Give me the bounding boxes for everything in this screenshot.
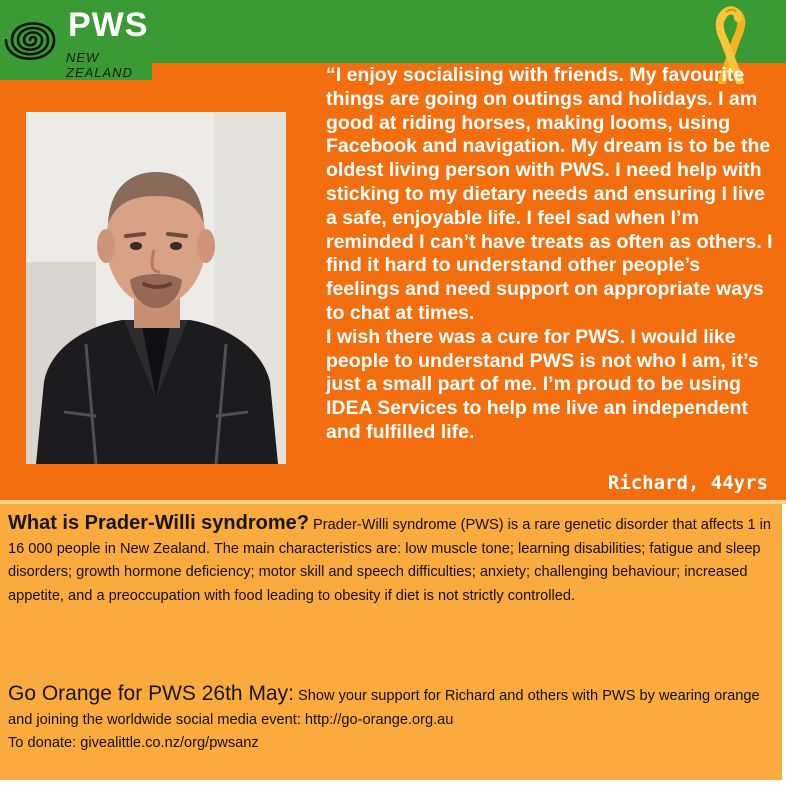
campaign-info (8, 682, 776, 756)
logo-title: PWS (68, 6, 149, 44)
donate-text: To donate: givealittle.co.nz/org/pwsanz (8, 735, 259, 751)
quote-paragraph-2: I wish there was a cure for PWS. I would like people to understand PWS is not who I am, it’s just a small part of me. I’m proud to be using IDEA Services to help me live an independent and fulfilled life. (326, 325, 759, 443)
syndrome-heading: What is Prader-Willi syndrome? (8, 512, 309, 534)
pws-logo (0, 0, 152, 80)
quote-text (326, 64, 776, 445)
syndrome-body: Prader-Willi syndrome (PWS) is a rare genetic disorder that affects 1 in 16 000 people in New Zealand. The main characteristics are: low muscle tone; learning disabilities; fatigue and sleep disorders; growth hormone deficiency; motor skill and speech difficulties; anxiety; challenging behaviour; increased appetite, and a preoccupation with food leading to obesity if diet is not strictly controlled. (8, 517, 772, 604)
spiral-icon (0, 2, 64, 78)
quote-paragraph-1: “I enjoy socialising with friends. My favourite things are going on outings and holidays. I am good at riding horses, making looms, using Facebook and navigation. My dream is to be the oldest living person with PWS. I need help with sticking to my dietary needs and ensuring I live a safe, enjoyable life. I feel sad when I’m reminded I can’t have treats as often as others. I find it hard to understand other people’s feelings and need support on appropriate ways to chat at times. (326, 64, 773, 324)
campaign-heading: Go Orange for PWS 26th May: (8, 682, 294, 705)
syndrome-info (8, 512, 776, 608)
portrait-photo (26, 112, 286, 464)
campaign-body: Show your support for Richard and others with PWS by wearing orange and joining the worldwide social media event: http://go-orange.org.au (8, 688, 760, 728)
quote-attribution: Richard, 44yrs (607, 472, 768, 494)
logo-subtitle: NEW ZEALAND (66, 50, 133, 80)
